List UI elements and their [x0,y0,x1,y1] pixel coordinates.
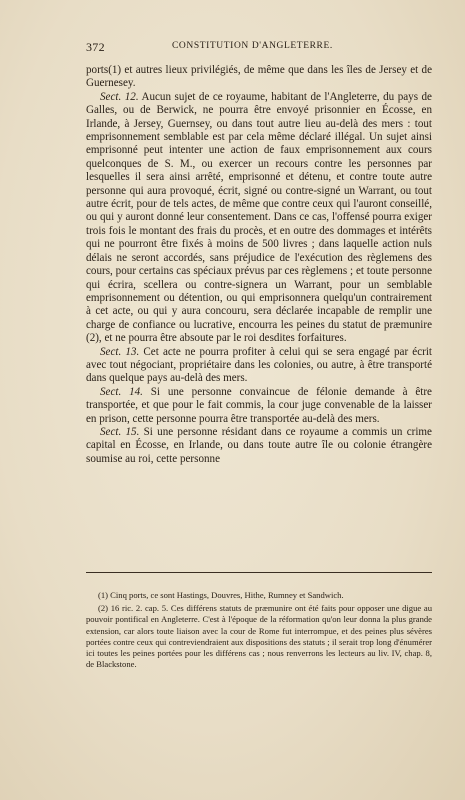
page-number: 372 [86,40,105,54]
section-label: Sect. 12. [100,90,139,103]
section-15 [86,426,432,466]
section-12 [86,91,432,346]
running-head [86,40,434,54]
section-text: Si une personne résidant dans ce royaume a commis un crime capital en Écosse, en Irlande, ou dans toute autre île ou colonie étrangère soumise au roi, cette personne [86,425,432,465]
running-title: CONSTITUTION D'ANGLETERRE. [172,41,333,51]
footnote-1: (1) Cinq ports, ce sont Hastings, Douvres, Hithe, Rumney et Sandwich. [98,590,344,600]
footnote-2: (2) 16 ric. 2. cap. 5. Ces différens statuts de præmunire ont été faits pour opposer une digue au pouvoir pontifical en Angleterre. C'est à l'époque de la réformation qu'on leur donna la plus grande extension, car alors toute liaison avec la cour de Rome fut interrompue, et des peines plus sévères portées contre ceux qui contreviendraient aux dispositions des statuts ; il serait trop long d'énumérer ici toutes les peines portées pour les différens cas ; nous renverrons les lecteurs au liv. IV, chap. 8, de Blackstone. [86,603,432,670]
section-text: Aucun sujet de ce royaume, habitant de l'Angleterre, du pays de Galles, ou de Berwick, ne pourra être envoyé prisonnier en Écosse, en Irlande, à Jersey, Guernsey, ou dans tout autre lieu au-delà des mers : tout emprisonnement semblable est par cela même déclaré illégal. Un sujet ainsi emprisonné peut intenter une action de faux emprisonnement aux cours quelconques de S. M., ou exercer un recours contre les personnes par lesquelles il sera ainsi arrêté, emprisonné et détenu, et contre toute autre personne qui aura provoqué, écrit, signé ou contre-signé un Warrant, ou tout autre écrit, pour de tels actes, de même que contre ceux qui l'auront conseillé, ou qui y auront donné leur consentement. Dans ce cas, l'offensé pourra exiger trois fois le montant des frais du procès, et en outre des dommages et intérêts qui ne pourront être fixés à moins de 500 livres ; dans laquelle action nuls délais ne seront accordés, sans préjudice de l'exécution des règlemens des cours, pour certains cas spéciaux prévus par ces règlemens ; et toute personne qui écrira, scellera ou contre-signera un Warrant, pour un semblable emprisonnement ou détention, ou qui emprisonnera quelqu'un contrairement à cet acte, ou qui y aura concouru, sera déclarée incapable de remplir une charge de confiance ou lucrative, encourra les peines du statut de præmunire (2), et ne pourra être absoute par le roi desdites forfaitures. [86,90,432,345]
section-text: Cet acte ne pourra profiter à celui qui se sera engagé par écrit avec tout négociant, propriétaire dans les colonies, ou autre, à être transporté dans quelque pays au-delà des mers. [86,345,432,385]
footnote-rule [86,572,432,573]
body-text [86,64,432,466]
section-text: Si une personne convaincue de félonie demande à être transportée, et que pour le fait commis, la cour juge convenable de la laisser en prison, cette personne pourra être transportée au-delà des mers. [86,385,432,425]
paragraph-continuation [86,64,432,91]
section-label: Sect. 14. [100,385,143,398]
section-label: Sect. 13. [100,345,140,358]
footnotes [86,590,432,672]
section-label: Sect. 15. [100,425,140,438]
paragraph-text: ports(1) et autres lieux privilégiés, de même que dans les îles de Jersey et de Guernesey. [86,64,432,90]
section-14 [86,386,432,426]
section-13 [86,346,432,386]
